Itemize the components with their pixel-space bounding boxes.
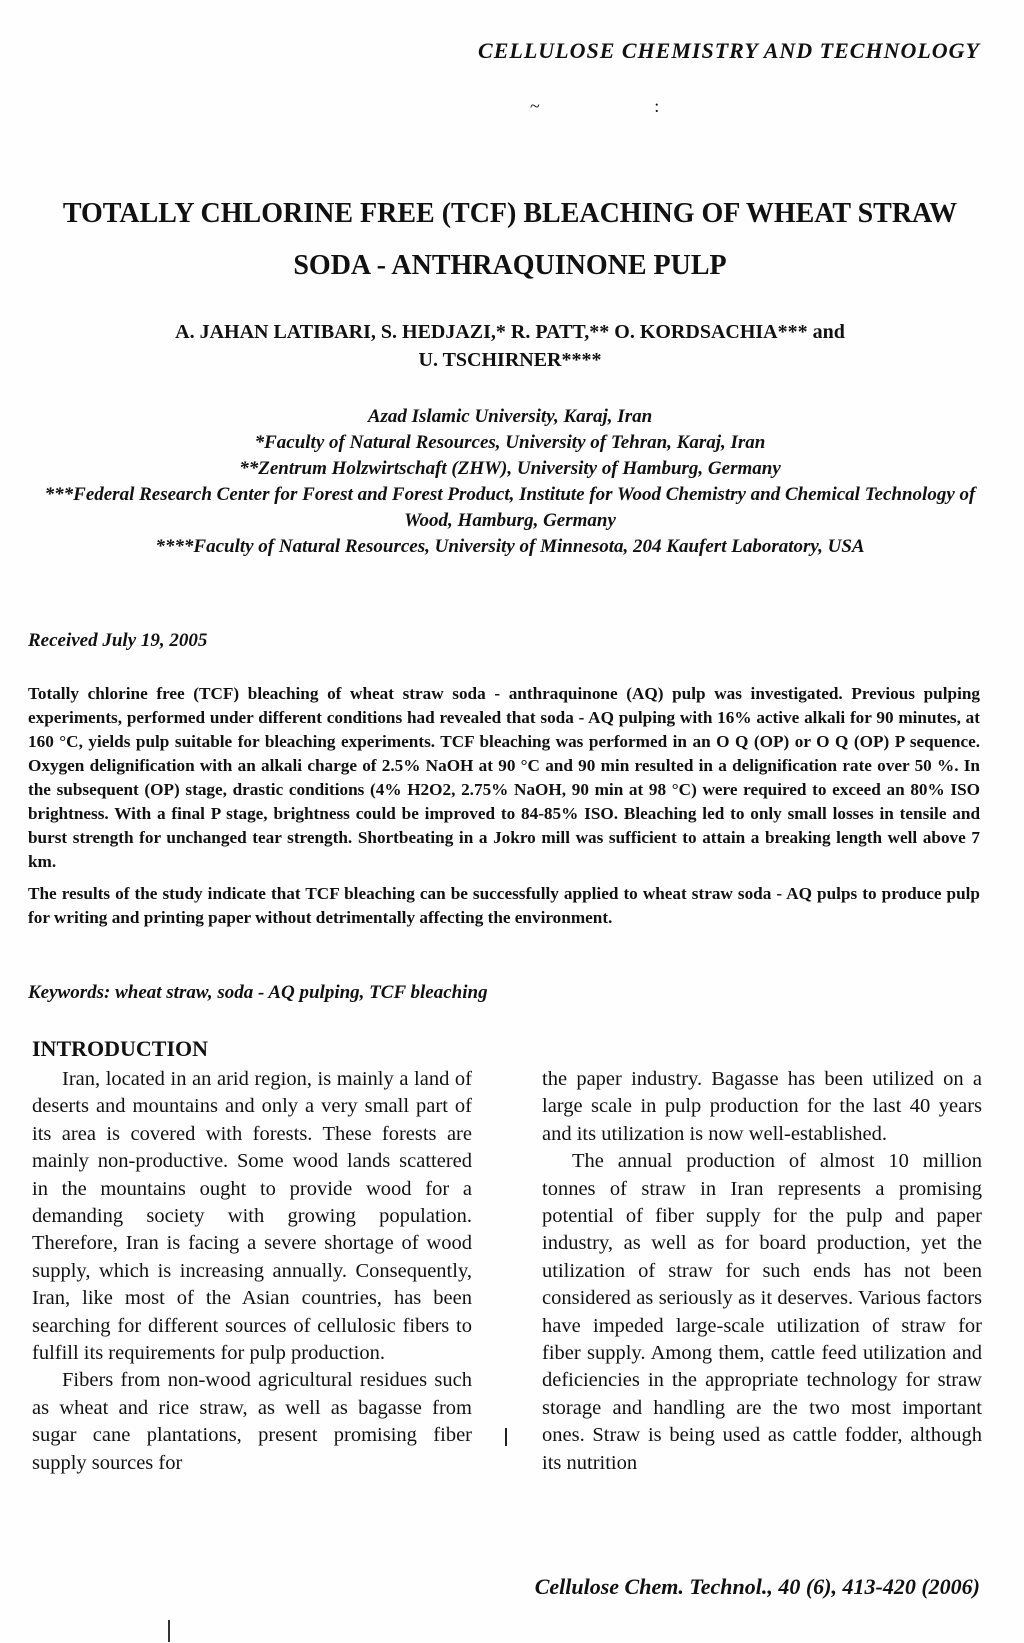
scan-marks: ~ : (530, 96, 715, 116)
abstract-paragraph: The results of the study indicate that TCF bleaching can be successfully applied to wheat straw soda - AQ pulps to produce pulp for writing and printing paper without detrimentally affecting the environment. (28, 884, 980, 927)
authors-line-1: A. JAHAN LATIBARI, S. HEDJAZI,* R. PATT,** O. KORDSACHIA*** and (175, 321, 845, 343)
abstract (28, 682, 980, 938)
section-heading-introduction: INTRODUCTION (32, 1036, 209, 1061)
affiliation: Azad Islamic University, Karaj, Iran (367, 406, 653, 427)
scan-edge-mark (168, 1620, 170, 1642)
affiliations (30, 404, 990, 560)
affiliation: *Faculty of Natural Resources, University of Tehran, Karaj, Iran (254, 432, 766, 453)
body-column-right (542, 1066, 982, 1477)
title-line-1: TOTALLY CHLORINE FREE (TCF) BLEACHING OF WHEAT STRAW (62, 198, 958, 229)
authors-line-2: U. TSCHIRNER**** (418, 349, 602, 371)
affiliation: **Zentrum Holzwirtschaft (ZHW), University of Hamburg, Germany (239, 458, 781, 479)
body-column-left (32, 1066, 472, 1477)
footer-citation: Cellulose Chem. Technol., 40 (6), 413-420 (2006) (534, 1574, 980, 1599)
body-paragraph: The annual production of almost 10 million tonnes of straw in Iran represents a promising potential of fiber supply for the pulp and paper industry, as well as for board production, yet the utilization of straw for such ends has not been considered as seriously as it deserves. Various factors have impeded large-scale utilization of straw for fiber supply. Among them, cattle feed utilization and deficiencies in the appropriate technology for straw storage and handling are the two most important ones. Straw is being used as cattle fodder, although its nutrition (542, 1150, 982, 1474)
abstract-paragraph: Totally chlorine free (TCF) bleaching of wheat straw soda - anthraquinone (AQ) pulp was investigated. Previous pulping experiments, performed under different conditions had revealed that soda - AQ pulping with 16% active alkali for 90 minutes, at 160 °C, yields pulp suitable for bleaching experiments. TCF bleaching was performed in an O Q (OP) or O Q (OP) P sequence. Oxygen delignification with an alkali charge of 2.5% NaOH at 90 °C and 90 min resulted in a delignification rate over 50 %. In the subsequent (OP) stage, drastic conditions (4% H2O2, 2.75% NaOH, 90 min at 98 °C) were required to exceed an 80% ISO brightness. With a final P stage, brightness could be improved to 84-85% ISO. Bleaching led to only small losses in tensile and burst strength for unchanged tear strength. Shortbeating in a Jokro mill was sufficient to attain a breaking length well above 7 km. (28, 684, 980, 871)
body-paragraph: the paper industry. Bagasse has been utilized on a large scale in pulp production for the last 40 years and its utilization is now well-established. (542, 1068, 982, 1145)
affiliation: ****Faculty of Natural Resources, University of Minnesota, 204 Kaufert Laboratory, USA (155, 536, 865, 557)
body-paragraph: Iran, located in an arid region, is mainly a land of deserts and mountains and only a very small part of its area is covered with forests. These forests are mainly non-productive. Some wood lands scattered in the mountains ought to provide wood for a demanding society with growing population. Therefore, Iran is facing a severe shortage of wood supply, which is increasing annually. Consequently, Iran, like most of the Asian countries, has been searching for different sources of cellulosic fibers to fulfill its requirements for pulp production. (32, 1068, 472, 1365)
paper-title (30, 188, 990, 292)
title-line-2: SODA - ANTHRAQUINONE PULP (293, 250, 727, 281)
affiliation: ***Federal Research Center for Forest and Forest Product, Institute for Wood Chemistry and Chemical Technology of Wood, Hamburg, Germany (44, 484, 976, 531)
keywords: Keywords: wheat straw, soda - AQ pulping, TCF bleaching (28, 982, 488, 1003)
received-date: Received July 19, 2005 (28, 630, 208, 651)
column-divider-mark (505, 1428, 507, 1446)
author-list (60, 318, 960, 374)
journal-header: CELLULOSE CHEMISTRY AND TECHNOLOGY (478, 38, 980, 63)
body-paragraph: Fibers from non-wood agricultural residues such as wheat and rice straw, as well as bagasse from sugar cane plantations, present promising fiber supply sources for (32, 1369, 472, 1474)
